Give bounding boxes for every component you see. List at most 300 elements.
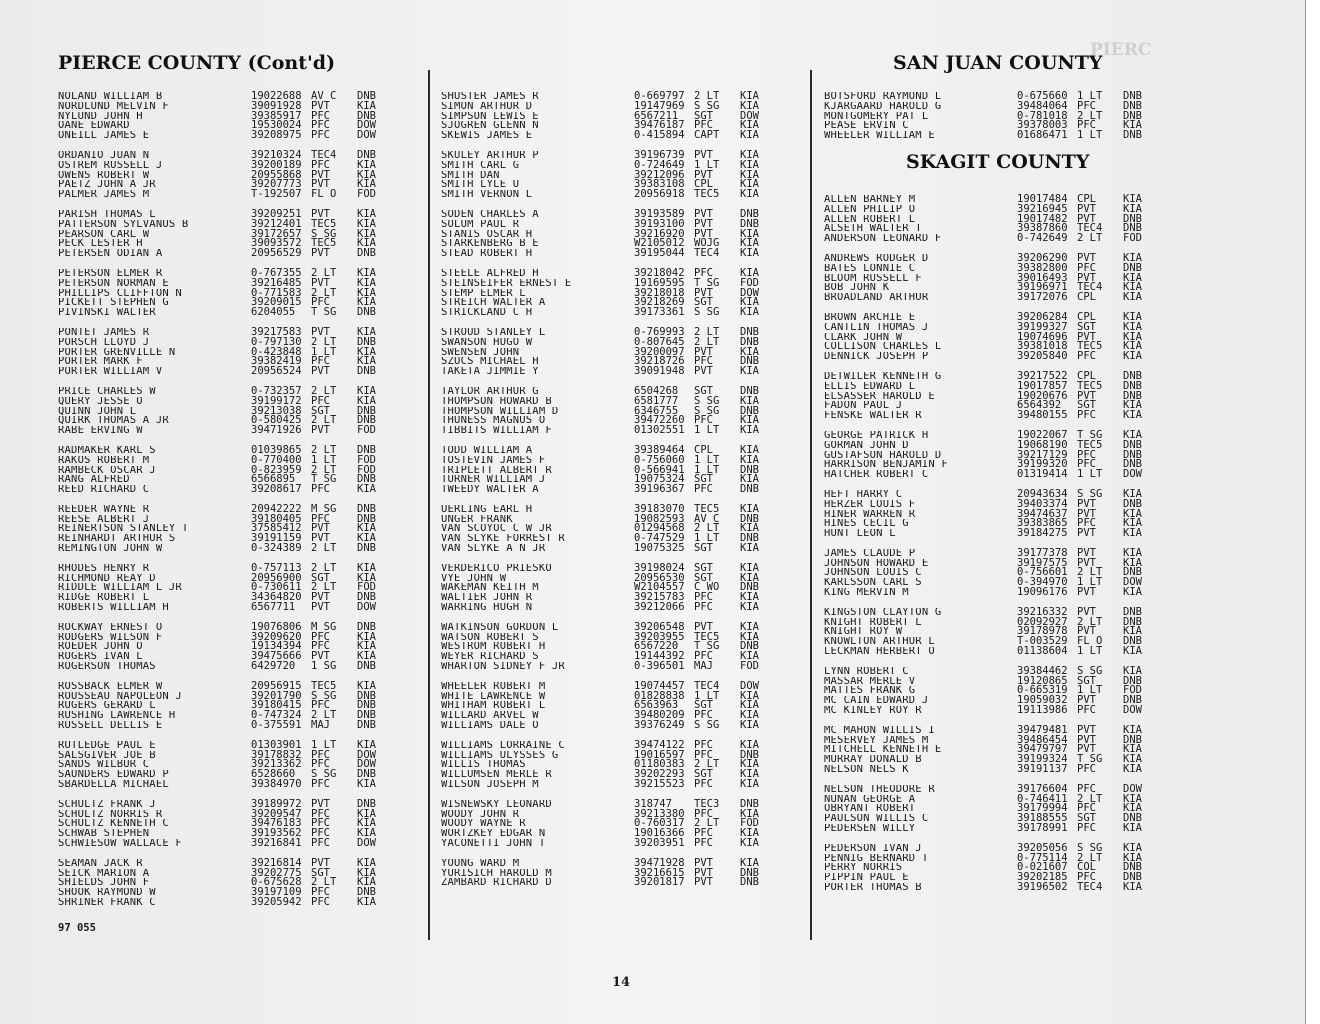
casualty-name: WAKEMAN KEITH M bbox=[441, 583, 539, 594]
casualty-name: RUSHING LAWRENCE H bbox=[58, 711, 176, 722]
casualty-row bbox=[58, 308, 423, 318]
rank: PFC bbox=[1077, 782, 1096, 795]
status: DNB bbox=[740, 463, 759, 476]
status: KIA bbox=[1123, 625, 1142, 638]
record-group bbox=[824, 487, 1204, 540]
casualty-row bbox=[824, 487, 1204, 500]
rank: PFC bbox=[694, 601, 713, 614]
casualty-row bbox=[441, 249, 806, 259]
serial-number: 39205056 bbox=[1017, 841, 1068, 854]
serial-number: W2105012 bbox=[634, 237, 685, 250]
status: KIA bbox=[357, 276, 376, 289]
status: KIA bbox=[740, 856, 759, 869]
status: DNB bbox=[1123, 261, 1142, 274]
serial-number: 39383865 bbox=[1017, 517, 1068, 530]
casualty-row bbox=[824, 578, 1204, 588]
casualty-row bbox=[58, 780, 423, 790]
casualty-name: ROBERTS WILLIAM H bbox=[58, 603, 169, 613]
casualty-name: SHIELDS JOHN F bbox=[58, 878, 150, 889]
rank: 2 LT bbox=[311, 286, 337, 299]
rank: PFC bbox=[694, 591, 713, 604]
status: KIA bbox=[740, 502, 759, 515]
serial-number: 39202293 bbox=[634, 768, 685, 781]
casualty-row bbox=[58, 367, 423, 377]
rank: PFC bbox=[694, 807, 713, 820]
casualty-name: PHILLIPS CLIFFTON N bbox=[58, 288, 182, 299]
casualty-name: KARLSSON CARL S bbox=[824, 578, 922, 589]
rank: 2 LT bbox=[1077, 232, 1103, 245]
status: KIA bbox=[740, 158, 759, 171]
status: DNB bbox=[1123, 389, 1142, 402]
serial-number: 0-756060 bbox=[634, 453, 685, 466]
casualty-row bbox=[441, 721, 806, 731]
rank: 1 LT bbox=[1077, 468, 1103, 481]
rank: PFC bbox=[1077, 871, 1096, 884]
casualty-row bbox=[824, 841, 1204, 854]
status: DNB bbox=[1123, 129, 1142, 142]
status: KIA bbox=[357, 394, 376, 407]
serial-number: 0-746411 bbox=[1017, 792, 1068, 805]
status: KIA bbox=[357, 532, 376, 545]
status: KIA bbox=[740, 119, 759, 132]
status: KIA bbox=[740, 807, 759, 820]
status: KIA bbox=[740, 129, 759, 142]
rank: PVT bbox=[1077, 694, 1096, 707]
status: DNB bbox=[357, 620, 376, 633]
rank: 1 LT bbox=[1077, 684, 1103, 697]
serial-number: 39212066 bbox=[634, 601, 685, 614]
status: KIA bbox=[1123, 350, 1142, 363]
rank: SGT bbox=[694, 699, 713, 712]
status: KIA bbox=[357, 483, 376, 496]
serial-number: 39218726 bbox=[634, 355, 685, 368]
status: KIA bbox=[357, 650, 376, 663]
status: KIA bbox=[357, 630, 376, 643]
serial-number: 39202775 bbox=[251, 866, 302, 879]
rank: PFC bbox=[311, 129, 330, 142]
status: KIA bbox=[1123, 743, 1142, 756]
casualty-name: RHODES HENRY R bbox=[58, 563, 150, 574]
rank: PVT bbox=[694, 876, 713, 889]
status: DOW bbox=[357, 129, 376, 142]
casualty-name: PETERSON ELMER R bbox=[58, 268, 163, 279]
status: DNB bbox=[1123, 497, 1142, 510]
casualty-name: RUGERS GERARD L bbox=[58, 701, 156, 712]
casualty-row bbox=[58, 662, 423, 672]
rank: 2 LT bbox=[311, 709, 337, 722]
casualty-row bbox=[824, 674, 1204, 687]
casualty-name: SAUNDERS EDWARD P bbox=[58, 770, 169, 781]
serial-number: 19068190 bbox=[1017, 438, 1068, 451]
casualty-name: WOODY WAYNE R bbox=[441, 819, 526, 830]
status: KIA bbox=[740, 689, 759, 702]
status: KIA bbox=[357, 856, 376, 869]
rank: 2 LT bbox=[694, 817, 720, 830]
status: KIA bbox=[1123, 330, 1142, 343]
rank: PFC bbox=[694, 709, 713, 722]
serial-number: 6563963 bbox=[634, 699, 679, 712]
rank: PVT bbox=[311, 601, 330, 614]
rank: PFC bbox=[1077, 517, 1096, 530]
status: KIA bbox=[357, 207, 376, 220]
casualty-row bbox=[824, 224, 1204, 234]
casualty-name: WHEELER WILLIAM E bbox=[824, 131, 935, 141]
casualty-name: PIPPIN PAUL E bbox=[824, 873, 909, 883]
casualty-row bbox=[58, 839, 423, 849]
rank: CPL bbox=[1077, 310, 1096, 323]
casualty-row bbox=[824, 202, 1204, 215]
casualty-row bbox=[824, 352, 1204, 362]
casualty-name: SIMPSON LEWIS E bbox=[441, 111, 539, 122]
casualty-name: MASSAR MERLE V bbox=[824, 676, 916, 687]
casualty-row bbox=[824, 686, 1204, 696]
rank: 2 LT bbox=[311, 443, 337, 456]
status: KIA bbox=[740, 650, 759, 663]
rank: AV C bbox=[694, 512, 720, 525]
serial-number: 6346755 bbox=[634, 404, 679, 417]
status: DNB bbox=[1123, 605, 1142, 618]
column-rule-right bbox=[810, 70, 812, 940]
serial-number: 6564392 bbox=[1017, 399, 1062, 412]
casualty-name: STEMP ELMER L bbox=[441, 288, 526, 299]
casualty-row bbox=[824, 647, 1204, 657]
san-juan-list bbox=[824, 92, 1204, 141]
serial-number: 0-742649 bbox=[1017, 232, 1068, 245]
casualty-name: MITCHELL KENNETH E bbox=[824, 745, 942, 756]
record-group bbox=[824, 546, 1204, 599]
status: KIA bbox=[1123, 753, 1142, 766]
casualty-row bbox=[441, 839, 806, 849]
status: KIA bbox=[740, 827, 759, 840]
rank: CPL bbox=[1077, 369, 1096, 382]
rank: 1 LT bbox=[1077, 645, 1103, 658]
rank: PVT bbox=[1077, 733, 1096, 746]
casualty-name: TURNER WILLIAM J bbox=[441, 475, 546, 486]
casualty-name: GEORGE PATRICK H bbox=[824, 430, 929, 441]
status: KIA bbox=[740, 168, 759, 181]
rank: PFC bbox=[311, 640, 330, 653]
serial-number: 37585412 bbox=[251, 522, 302, 535]
casualty-name: HARRISON BENJAMIN F bbox=[824, 460, 948, 471]
casualty-name: PEARSON CARL W bbox=[58, 229, 150, 240]
casualty-name: TIBBITS WILLIAM F bbox=[441, 426, 552, 436]
serial-number: 39218042 bbox=[634, 266, 685, 279]
casualty-name: BLOOM RUSSELL F bbox=[824, 273, 922, 284]
casualty-name: SHOOK RAYMOND W bbox=[58, 888, 156, 898]
casualty-row bbox=[824, 546, 1204, 559]
rank: 1 LT bbox=[694, 424, 720, 437]
casualty-name: RIDDLE WILLIAM L JR bbox=[58, 583, 182, 594]
rank: 2 LT bbox=[311, 384, 337, 397]
casualty-name: PICKETT STEPHEN G bbox=[58, 298, 169, 309]
serial-number: 39217129 bbox=[1017, 448, 1068, 461]
serial-number: 39203951 bbox=[634, 837, 685, 849]
status: DNB bbox=[1123, 694, 1142, 707]
status: KIA bbox=[1123, 340, 1142, 353]
casualty-name: KNOWLTON ARTHUR L bbox=[824, 637, 935, 648]
casualty-row bbox=[441, 603, 806, 613]
status: DNB bbox=[357, 660, 376, 673]
record-group bbox=[441, 561, 806, 614]
serial-number: 39387860 bbox=[1017, 222, 1068, 235]
casualty-name: OSTREM RUSSELL J bbox=[58, 160, 163, 171]
casualty-name: TWEEDY WALTER A bbox=[441, 485, 539, 495]
serial-number: 19134394 bbox=[251, 640, 302, 653]
serial-number: 39184275 bbox=[1017, 527, 1068, 540]
rank: PVT bbox=[1077, 723, 1096, 736]
status: KIA bbox=[357, 571, 376, 584]
status: DOW bbox=[1123, 468, 1142, 481]
casualty-name: PORTER GRENVILLE N bbox=[58, 347, 176, 358]
casualty-row bbox=[824, 851, 1204, 864]
casualty-name: STANIS OSCAR H bbox=[441, 229, 533, 240]
serial-number: 19016597 bbox=[634, 748, 685, 761]
serial-number: 39199327 bbox=[1017, 320, 1068, 333]
casualty-row bbox=[824, 411, 1204, 421]
serial-number: 39471926 bbox=[251, 424, 302, 437]
status: DNB bbox=[1123, 369, 1142, 382]
serial-number: 0-769993 bbox=[634, 325, 685, 338]
record-group bbox=[824, 841, 1204, 893]
status: KIA bbox=[1123, 119, 1142, 132]
serial-number: 39471928 bbox=[634, 856, 685, 869]
casualty-name: PETERSON NORMAN E bbox=[58, 278, 169, 289]
rank: SGT bbox=[311, 571, 330, 584]
rank: S SG bbox=[1077, 841, 1103, 854]
casualty-row bbox=[824, 497, 1204, 510]
serial-number: 01294568 bbox=[634, 522, 685, 535]
status: DNB bbox=[740, 325, 759, 338]
serial-number: 39484064 bbox=[1017, 99, 1068, 112]
serial-number: 39382419 bbox=[251, 355, 302, 368]
status: DNB bbox=[740, 866, 759, 879]
rank: TEC4 bbox=[694, 679, 720, 692]
casualty-row bbox=[824, 342, 1204, 352]
casualty-name: SKULEY ARTHUR P bbox=[441, 150, 539, 161]
casualty-name: PORTER THOMAS B bbox=[824, 883, 922, 893]
record-group bbox=[441, 92, 806, 141]
casualty-row bbox=[824, 131, 1204, 141]
serial-number: 20956915 bbox=[251, 679, 302, 692]
status: KIA bbox=[357, 807, 376, 820]
status: DNB bbox=[740, 483, 759, 496]
casualty-name: RABE ERVING W bbox=[58, 426, 143, 436]
casualty-name: TODD WILLIAM A bbox=[441, 445, 533, 456]
rank: T SG bbox=[1077, 753, 1103, 766]
serial-number: 0-770400 bbox=[251, 453, 302, 466]
serial-number: 20956918 bbox=[634, 188, 685, 201]
serial-number: 39206548 bbox=[634, 620, 685, 633]
casualty-row bbox=[441, 131, 806, 141]
rank: PFC bbox=[311, 748, 330, 761]
casualty-name: BOTSFORD RAYMOND L bbox=[824, 92, 942, 102]
serial-number: 0-324389 bbox=[251, 542, 302, 555]
serial-number: 39216332 bbox=[1017, 605, 1068, 618]
serial-number: 39208617 bbox=[251, 483, 302, 496]
status: KIA bbox=[740, 542, 759, 555]
status: DNB bbox=[357, 542, 376, 555]
casualty-row bbox=[824, 448, 1204, 461]
status: KIA bbox=[740, 424, 759, 437]
casualty-name: PONTET JAMES R bbox=[58, 327, 150, 338]
status: KIA bbox=[740, 778, 759, 791]
rank: PFC bbox=[694, 738, 713, 751]
casualty-name: HINES CECIL G bbox=[824, 519, 909, 530]
casualty-row bbox=[824, 664, 1204, 677]
serial-number: 39213380 bbox=[634, 807, 685, 820]
casualty-name: UERLING EARL H bbox=[441, 504, 533, 515]
casualty-name: WATSON ROBERT S bbox=[441, 632, 539, 643]
rank: T SG bbox=[1077, 428, 1103, 441]
status: KIA bbox=[1123, 192, 1142, 205]
status: KIA bbox=[357, 384, 376, 397]
rank: TEC3 bbox=[694, 797, 720, 810]
serial-number: 6567711 bbox=[251, 601, 296, 614]
status: DNB bbox=[740, 355, 759, 368]
casualty-name: MC CAIN EDWARD J bbox=[824, 696, 929, 707]
status: KIA bbox=[740, 522, 759, 535]
serial-number: 39403374 bbox=[1017, 497, 1068, 510]
rank: PVT bbox=[694, 345, 713, 358]
serial-number: 01302551 bbox=[634, 424, 685, 437]
serial-number: 39180405 bbox=[251, 512, 302, 525]
casualty-row bbox=[441, 308, 806, 318]
casualty-row bbox=[824, 261, 1204, 274]
status: KIA bbox=[1123, 881, 1142, 893]
serial-number: 19022067 bbox=[1017, 428, 1068, 441]
status: DNB bbox=[740, 876, 759, 889]
serial-number: 19120865 bbox=[1017, 674, 1068, 687]
serial-number: 0-375591 bbox=[251, 719, 302, 732]
record-group bbox=[58, 266, 423, 319]
rank: MAJ bbox=[311, 719, 330, 732]
rank: PFC bbox=[694, 414, 713, 427]
serial-number: T-192507 bbox=[251, 188, 302, 201]
status: KIA bbox=[357, 227, 376, 240]
serial-number: 0-747324 bbox=[251, 709, 302, 722]
casualty-row bbox=[824, 234, 1204, 244]
casualty-name: ORDANIO JUAN N bbox=[58, 150, 150, 161]
casualty-name: WHITHAM ROBERT L bbox=[441, 701, 546, 712]
casualty-name: RAKOS ROBERT M bbox=[58, 455, 150, 466]
status: FOD bbox=[357, 463, 376, 476]
record-group bbox=[824, 251, 1204, 304]
serial-number: 39172657 bbox=[251, 227, 302, 240]
serial-number: 318747 bbox=[634, 797, 672, 810]
casualty-name: WILSON JOSEPH M bbox=[441, 780, 539, 790]
casualty-name: YOUNG WARD M bbox=[441, 858, 520, 869]
casualty-row bbox=[824, 824, 1204, 834]
record-group bbox=[58, 443, 423, 496]
serial-number: 01039865 bbox=[251, 443, 302, 456]
serial-number: 39209015 bbox=[251, 296, 302, 309]
casualty-name: YURISICH HAROLD M bbox=[441, 868, 552, 879]
status: KIA bbox=[1123, 664, 1142, 677]
casualty-row bbox=[824, 804, 1204, 814]
rank: 2 LT bbox=[311, 463, 337, 476]
rank: PFC bbox=[311, 158, 330, 171]
casualty-name: ALSETH WALTER T bbox=[824, 224, 922, 235]
casualty-name: MURRAY DONALD B bbox=[824, 755, 922, 766]
rank: 1 LT bbox=[694, 463, 720, 476]
rank: TEC5 bbox=[694, 502, 720, 515]
rank: PVT bbox=[1077, 330, 1096, 343]
serial-number: 39208975 bbox=[251, 129, 302, 142]
rank: PFC bbox=[694, 837, 713, 849]
casualty-name: ELLIS EDWARD L bbox=[824, 381, 916, 392]
casualty-name: PARISH THOMAS L bbox=[58, 209, 156, 220]
status: KIA bbox=[1123, 409, 1142, 422]
casualty-name: HUNT LEON L bbox=[824, 529, 896, 539]
rank: S SG bbox=[311, 768, 337, 781]
casualty-name: WISNEWSKY LEONARD bbox=[441, 799, 552, 810]
casualty-name: PALMER JAMES M bbox=[58, 190, 150, 200]
status: KIA bbox=[357, 738, 376, 751]
serial-number: 39216814 bbox=[251, 856, 302, 869]
rank: SGT bbox=[1077, 399, 1096, 412]
casualty-name: NELSON NELS K bbox=[824, 765, 909, 775]
serial-number: 39216945 bbox=[1017, 202, 1068, 215]
rank: 1 LT bbox=[1077, 576, 1103, 589]
serial-number: 39179994 bbox=[1017, 802, 1068, 815]
serial-number: 39382800 bbox=[1017, 261, 1068, 274]
casualty-name: QUERY JESSE O bbox=[58, 396, 143, 407]
casualty-row bbox=[824, 283, 1204, 293]
serial-number: 39197109 bbox=[251, 886, 302, 899]
record-group bbox=[441, 325, 806, 378]
casualty-row bbox=[824, 568, 1204, 578]
status: KIA bbox=[740, 414, 759, 427]
casualty-name: VERDERICO PRIESKO bbox=[441, 563, 552, 574]
casualty-name: BATES LONNIE C bbox=[824, 263, 916, 274]
rank: S SG bbox=[694, 99, 720, 112]
casualty-name: SCHWAB STEPHEN bbox=[58, 829, 150, 839]
serial-number: 39480209 bbox=[634, 709, 685, 722]
status: DNB bbox=[357, 797, 376, 810]
rank: 2 LT bbox=[1077, 792, 1103, 805]
casualty-name: KJARGAARD HAROLD G bbox=[824, 101, 942, 112]
status: DNB bbox=[357, 886, 376, 899]
casualty-name: SBARDELLA MICHAEL bbox=[58, 780, 169, 790]
serial-number: 39196502 bbox=[1017, 881, 1068, 893]
casualty-name: MATTES FRANK G bbox=[824, 686, 916, 697]
status: FOD bbox=[357, 424, 376, 437]
status: DNB bbox=[740, 384, 759, 397]
status: KIA bbox=[357, 895, 376, 908]
serial-number: 39188555 bbox=[1017, 812, 1068, 825]
status: DNB bbox=[357, 768, 376, 781]
casualty-name: WEYER RICHARD S bbox=[441, 652, 539, 663]
casualty-row bbox=[441, 662, 806, 672]
casualty-row bbox=[824, 755, 1204, 765]
casualty-name: ANDREWS RODGER D bbox=[824, 253, 929, 264]
status: KIA bbox=[357, 778, 376, 791]
casualty-row bbox=[824, 873, 1204, 883]
record-group bbox=[58, 679, 423, 732]
casualty-name: WILLIAMS LORRAINE C bbox=[441, 740, 565, 751]
serial-number: 19144392 bbox=[634, 650, 685, 663]
status: KIA bbox=[1123, 291, 1142, 304]
casualty-name: SKEWIS JAMES E bbox=[441, 131, 533, 141]
record-group bbox=[441, 738, 806, 791]
record-group bbox=[441, 266, 806, 319]
casualty-row bbox=[824, 706, 1204, 716]
rank: 1 LT bbox=[311, 345, 337, 358]
rank: PVT bbox=[1077, 202, 1096, 215]
status: DNB bbox=[1123, 615, 1142, 628]
serial-number: 39215783 bbox=[634, 591, 685, 604]
serial-number: 39213038 bbox=[251, 404, 302, 417]
